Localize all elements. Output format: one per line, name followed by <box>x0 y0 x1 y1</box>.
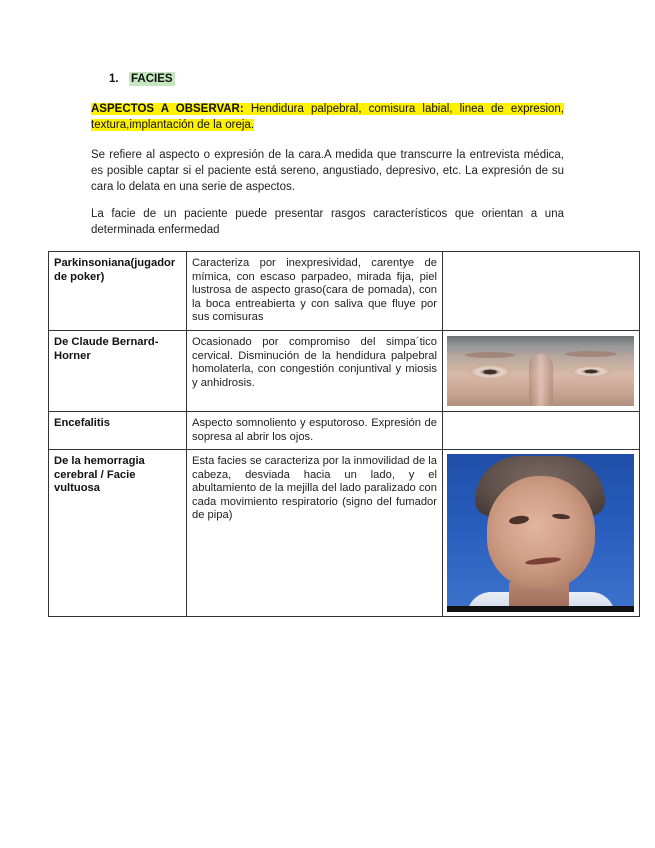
facie-description: Caracteriza por inexpresividad, carentye de mímica, con escaso parpadeo, mirada fija, piel lustrosa de aspecto graso(cara de pomada), con la boca entreabierta y con saliva que fluye por sus comisuras <box>187 252 443 331</box>
facies-table <box>48 251 640 617</box>
horner-eyes-photo <box>447 336 634 406</box>
facie-image-cell-empty <box>443 412 640 450</box>
aspects-label: ASPECTOS A OBSERVAR: <box>91 103 244 115</box>
facie-paragraph: La facie de un paciente puede presentar rasgos característicos que orientan a una determinada enfermedad <box>91 208 564 236</box>
table-row <box>49 450 640 617</box>
table-row <box>49 412 640 450</box>
section-number: 1. <box>109 73 119 85</box>
facie-description: Esta facies se caracteriza por la inmovilidad de la cabeza, desviada hacia un lado, y el abultamiento de la mejilla del lado paralizado con cada movimiento respiratorio (signo del fumador de pipa) <box>187 450 443 617</box>
facie-image-cell <box>443 331 640 412</box>
facie-name: Encefalitis <box>49 412 187 450</box>
facie-image-cell-empty <box>443 252 640 331</box>
facie-name: De la hemorragia cerebral / Facie vultuosa <box>49 450 187 617</box>
aspects-text: Hendidura palpebral, comisura labial, linea de expresion, textura,implantación de la oreja. <box>91 103 564 131</box>
facie-description: Ocasionado por compromiso del simpa´tico cervical. Disminución de la hendidura palpebral homolaterla, con congestión conjuntival y miosis y anhidrosis. <box>187 331 443 412</box>
section-heading <box>109 73 175 85</box>
facie-name: De Claude Bernard-Horner <box>49 331 187 412</box>
table-row <box>49 331 640 412</box>
facie-name: Parkinsoniana(jugador de poker) <box>49 252 187 331</box>
intro-paragraph: Se refiere al aspecto o expresión de la cara.A medida que transcurre la entrevista médica, es posible captar si el paciente está sereno, angustiado, depresivo, etc. La expresión de su cara lo delata en una serie de aspectos. <box>91 149 564 193</box>
aspects-to-observe <box>91 101 564 133</box>
hemorrhage-face-photo <box>447 454 634 612</box>
section-title: FACIES <box>131 73 173 85</box>
facie-image-cell <box>443 450 640 617</box>
facie-description: Aspecto somnoliento y esputoroso. Expresión de sopresa al abrir los ojos. <box>187 412 443 450</box>
table-row <box>49 252 640 331</box>
